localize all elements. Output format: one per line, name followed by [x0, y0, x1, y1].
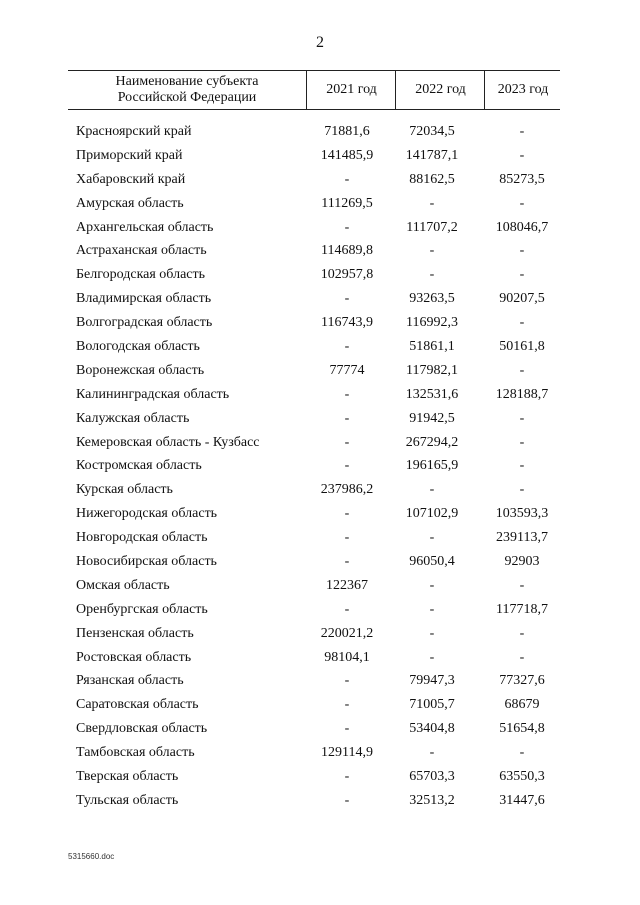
- region-name-cell: Ростовская область: [76, 649, 192, 665]
- table-row: [0, 383, 640, 407]
- table-row: [0, 717, 640, 741]
- table-row: [0, 526, 640, 550]
- table-row: [0, 287, 640, 311]
- value-2023-cell: -: [519, 315, 525, 331]
- value-2023-cell: -: [519, 649, 525, 665]
- region-name-cell: Тверская область: [76, 769, 179, 785]
- region-name-cell: Тамбовская область: [76, 745, 195, 761]
- header-year-2022: 2022 год: [395, 71, 485, 109]
- value-2022-cell: 116992,3: [406, 315, 458, 331]
- value-2022-cell: 51861,1: [409, 339, 455, 355]
- value-2021-cell: 102957,8: [320, 267, 374, 283]
- table-row: [0, 574, 640, 598]
- header-year-2021: 2021 год: [306, 71, 396, 109]
- value-2023-cell: -: [519, 410, 525, 426]
- table-row: [0, 311, 640, 335]
- region-name-cell: Астраханская область: [76, 243, 207, 259]
- value-2021-cell: 141485,9: [320, 147, 374, 163]
- value-2022-cell: 88162,5: [409, 171, 455, 187]
- table-row: [0, 359, 640, 383]
- region-name-cell: Новосибирская область: [76, 554, 217, 570]
- value-2022-cell: 32513,2: [409, 792, 455, 808]
- table-row: [0, 478, 640, 502]
- region-name-cell: Нижегородская область: [76, 506, 218, 522]
- table-row: [0, 741, 640, 765]
- value-2023-cell: -: [519, 195, 525, 211]
- value-2023-cell: -: [519, 434, 525, 450]
- table-row: [0, 646, 640, 670]
- value-2022-cell: -: [429, 577, 435, 593]
- region-name-cell: Воронежская область: [76, 362, 205, 378]
- region-name-cell: Курская область: [76, 482, 173, 498]
- region-name-cell: Архангельская область: [76, 219, 214, 235]
- region-name-cell: Тульская область: [76, 792, 179, 808]
- value-2023-cell: -: [519, 745, 525, 761]
- table-row: [0, 454, 640, 478]
- value-2022-cell: 141787,1: [405, 147, 459, 163]
- value-2023-cell: -: [519, 482, 525, 498]
- value-2021-cell: -: [344, 434, 350, 450]
- value-2023-cell: -: [519, 362, 525, 378]
- table-row: [0, 216, 640, 240]
- value-2022-cell: -: [429, 745, 435, 761]
- value-2021-cell: -: [344, 171, 350, 187]
- value-2022-cell: 71005,7: [409, 697, 455, 713]
- value-2023-cell: 31447,6: [499, 792, 545, 808]
- value-2021-cell: -: [344, 506, 350, 522]
- region-name-cell: Пензенская область: [76, 625, 194, 641]
- value-2023-cell: -: [519, 625, 525, 641]
- value-2023-cell: 128188,7: [495, 386, 549, 402]
- value-2022-cell: -: [429, 625, 435, 641]
- value-2021-cell: -: [344, 386, 350, 402]
- value-2021-cell: -: [344, 458, 350, 474]
- value-2022-cell: -: [429, 601, 435, 617]
- value-2023-cell: 50161,8: [499, 339, 545, 355]
- table-row: [0, 622, 640, 646]
- region-name-cell: Приморский край: [76, 147, 183, 163]
- value-2022-cell: -: [429, 530, 435, 546]
- region-name-cell: Рязанская область: [76, 673, 184, 689]
- region-name-cell: Белгородская область: [76, 267, 206, 283]
- value-2023-cell: -: [519, 243, 525, 259]
- table-body: [0, 120, 640, 813]
- value-2021-cell: 114689,8: [321, 243, 373, 259]
- value-2022-cell: -: [429, 243, 435, 259]
- value-2021-cell: 122367: [326, 577, 368, 593]
- table-row: [0, 144, 640, 168]
- table-row: [0, 789, 640, 813]
- region-name-cell: Саратовская область: [76, 697, 199, 713]
- value-2023-cell: 63550,3: [499, 769, 545, 785]
- table-row: [0, 550, 640, 574]
- value-2021-cell: -: [344, 721, 350, 737]
- table-row: [0, 407, 640, 431]
- value-2022-cell: -: [429, 649, 435, 665]
- value-2021-cell: -: [344, 792, 350, 808]
- header-year-2023: 2023 год: [484, 71, 561, 109]
- value-2023-cell: -: [519, 147, 525, 163]
- region-name-cell: Калужская область: [76, 410, 190, 426]
- value-2022-cell: 79947,3: [409, 673, 455, 689]
- value-2021-cell: 111269,5: [321, 195, 373, 211]
- region-name-cell: Красноярский край: [76, 124, 192, 139]
- value-2023-cell: 90207,5: [499, 291, 545, 307]
- value-2021-cell: 237986,2: [320, 482, 374, 498]
- table-row: [0, 335, 640, 359]
- region-name-cell: Оренбургская область: [76, 601, 208, 617]
- value-2023-cell: 51654,8: [499, 721, 545, 737]
- value-2021-cell: 71881,6: [324, 124, 370, 139]
- value-2023-cell: 117718,7: [496, 601, 548, 617]
- value-2022-cell: 65703,3: [409, 769, 455, 785]
- value-2022-cell: -: [429, 195, 435, 211]
- table-row: [0, 765, 640, 789]
- region-name-cell: Кемеровская область - Кузбасс: [76, 434, 260, 450]
- value-2022-cell: 117982,1: [406, 362, 458, 378]
- header-region-name-line1: Наименование субъекта: [115, 74, 259, 89]
- table-row: [0, 598, 640, 622]
- table-row: [0, 192, 640, 216]
- value-2022-cell: 93263,5: [409, 291, 455, 307]
- value-2023-cell: -: [519, 577, 525, 593]
- value-2021-cell: 116743,9: [321, 315, 373, 331]
- value-2021-cell: -: [344, 554, 350, 570]
- value-2023-cell: 85273,5: [499, 171, 545, 187]
- table-row: [0, 669, 640, 693]
- region-name-cell: Владимирская область: [76, 291, 212, 307]
- value-2021-cell: -: [344, 291, 350, 307]
- table-row: [0, 693, 640, 717]
- table-row: [0, 168, 640, 192]
- value-2021-cell: 129114,9: [321, 745, 373, 761]
- region-name-cell: Хабаровский край: [76, 171, 186, 187]
- region-name-cell: Калининградская область: [76, 386, 230, 402]
- document-id: 5315660.doc: [68, 852, 115, 861]
- table-row: [0, 502, 640, 526]
- value-2023-cell: -: [519, 124, 525, 139]
- value-2023-cell: 92903: [504, 554, 540, 570]
- value-2022-cell: 111707,2: [406, 219, 458, 235]
- value-2023-cell: -: [519, 458, 525, 474]
- value-2023-cell: 108046,7: [495, 219, 549, 235]
- table-row: [0, 431, 640, 455]
- value-2022-cell: 267294,2: [405, 434, 459, 450]
- table-header: [68, 70, 560, 110]
- value-2022-cell: 96050,4: [409, 554, 455, 570]
- header-region-name-line2: Российской Федерации: [117, 90, 257, 105]
- value-2021-cell: -: [344, 219, 350, 235]
- region-name-cell: Волгоградская область: [76, 315, 213, 331]
- value-2021-cell: -: [344, 697, 350, 713]
- table-row: [0, 263, 640, 287]
- value-2021-cell: 98104,1: [324, 649, 370, 665]
- value-2022-cell: -: [429, 267, 435, 283]
- value-2023-cell: 77327,6: [499, 673, 545, 689]
- value-2021-cell: -: [344, 769, 350, 785]
- value-2022-cell: 72034,5: [409, 124, 455, 139]
- value-2022-cell: -: [429, 482, 435, 498]
- region-name-cell: Амурская область: [76, 195, 184, 211]
- page-number: 2: [316, 34, 324, 51]
- region-name-cell: Омская область: [76, 577, 170, 593]
- region-name-cell: Новгородская область: [76, 530, 208, 546]
- value-2023-cell: -: [519, 267, 525, 283]
- value-2021-cell: -: [344, 530, 350, 546]
- table-row: [0, 120, 640, 144]
- value-2022-cell: 107102,9: [405, 506, 459, 522]
- value-2021-cell: 220021,2: [320, 625, 374, 641]
- region-name-cell: Вологодская область: [76, 339, 200, 355]
- value-2023-cell: 239113,7: [496, 530, 548, 546]
- value-2021-cell: -: [344, 410, 350, 426]
- region-name-cell: Свердловская область: [76, 721, 208, 737]
- table-row: [0, 239, 640, 263]
- value-2023-cell: 68679: [504, 697, 540, 713]
- value-2022-cell: 53404,8: [409, 721, 455, 737]
- value-2022-cell: 91942,5: [409, 410, 455, 426]
- value-2022-cell: 196165,9: [405, 458, 459, 474]
- value-2023-cell: 103593,3: [495, 506, 549, 522]
- value-2022-cell: 132531,6: [405, 386, 459, 402]
- value-2021-cell: -: [344, 339, 350, 355]
- value-2021-cell: -: [344, 673, 350, 689]
- value-2021-cell: 77774: [329, 362, 365, 378]
- header-region-name: [68, 71, 306, 109]
- value-2021-cell: -: [344, 601, 350, 617]
- region-name-cell: Костромская область: [76, 458, 202, 474]
